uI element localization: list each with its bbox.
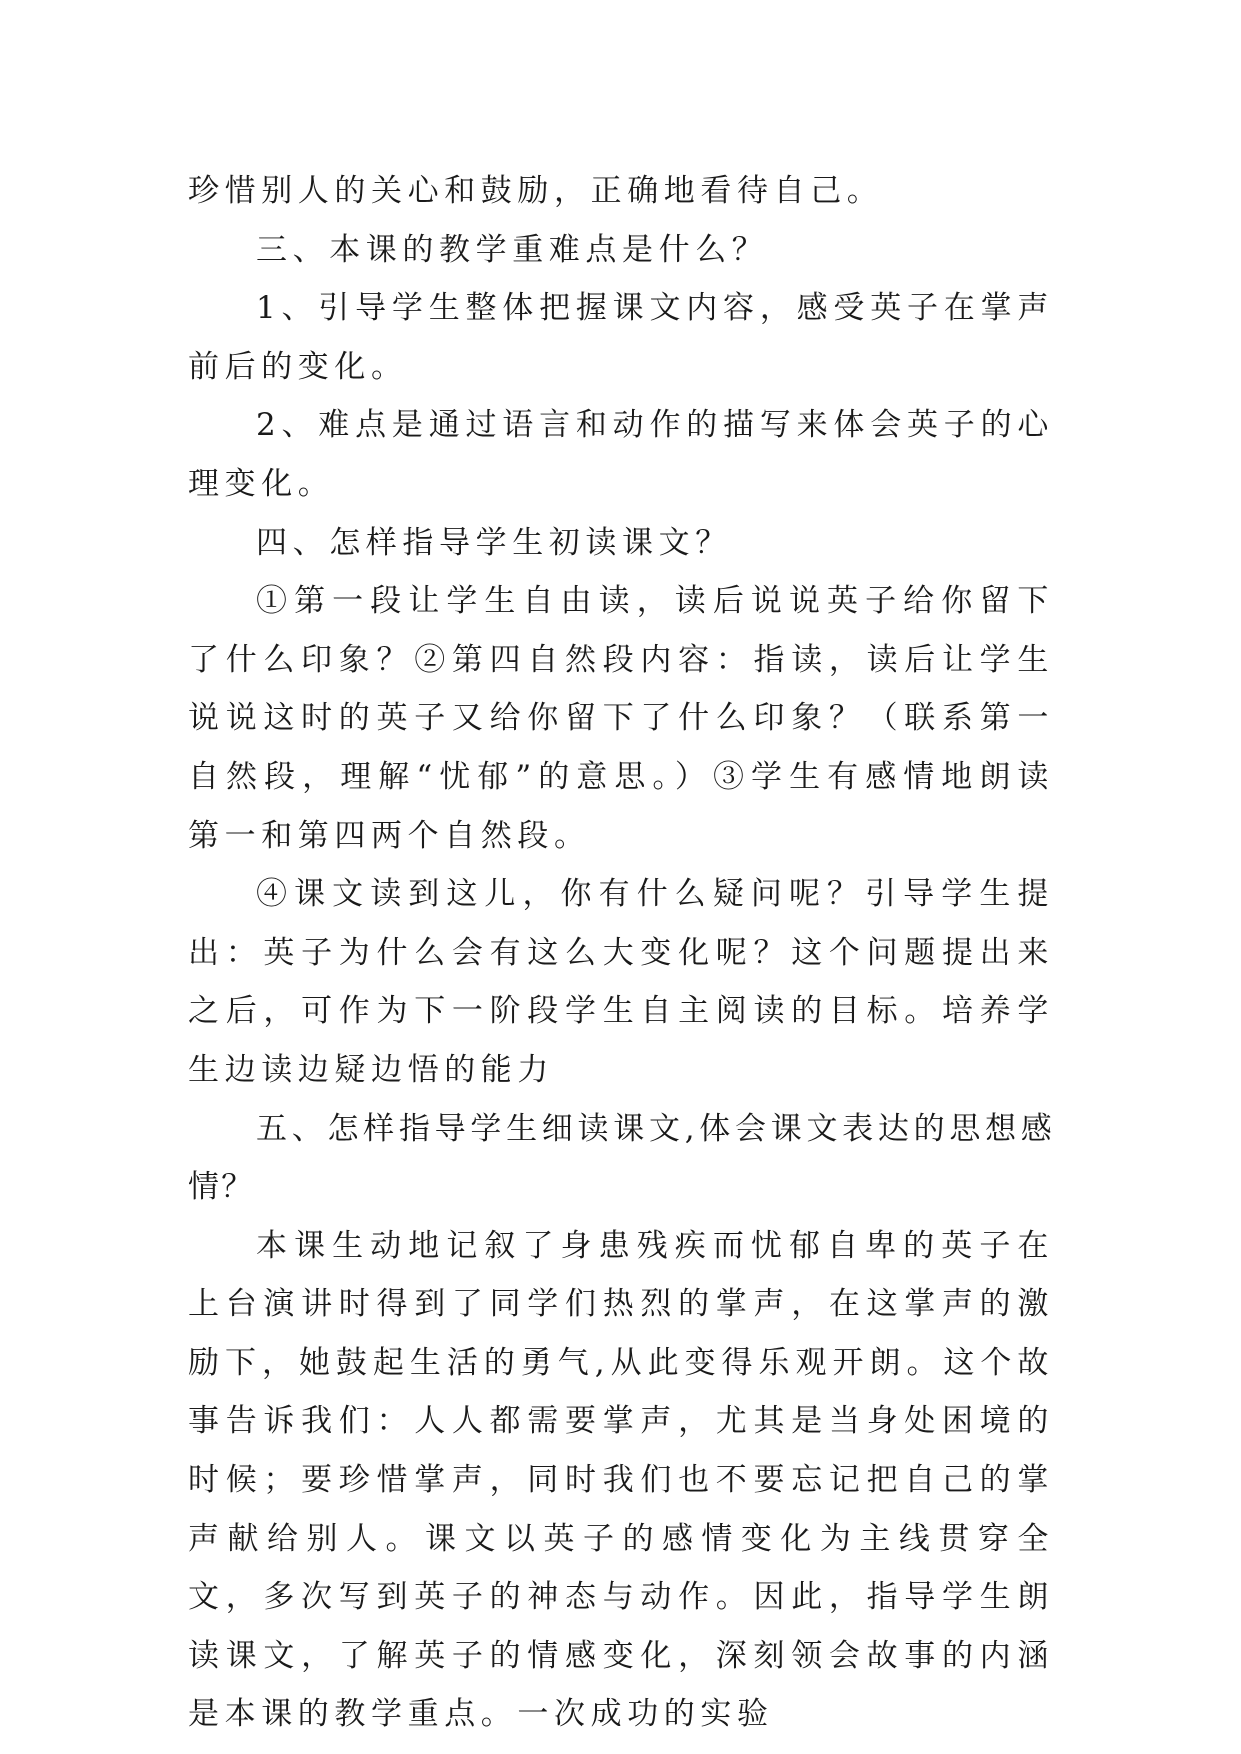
heading-close-reading: 五、怎样指导学生细读课文,体会课文表达的思想感情？ [188, 1110, 1054, 1206]
focus-item-2: 2、难点是通过语言和动作的描写来体会英子的心理变化。 [188, 407, 1054, 502]
heading-teaching-focus: 三、本课的教学重难点是什么？ [256, 231, 769, 268]
heading-first-reading: 四、怎样指导学生初读课文？ [256, 524, 732, 561]
first-reading-steps: ①第一段让学生自由读，读后说说英子给你留下了什么印象？②第四自然段内容：指读，读后让学生说说这时的英子又给你留下了什么印象？（联系第一自然段，理解“忧郁”的意思。）③学生有感情地朗读第一和第四两个自然段。 [188, 583, 1054, 854]
paragraph-continuation: 珍惜别人的关心和鼓励，正确地看待自己。 [188, 173, 884, 209]
focus-item-1: 1、引导学生整体把握课文内容，感受英子在掌声前后的变化。 [188, 290, 1054, 385]
first-reading-question: ④课文读到这儿，你有什么疑问呢？引导学生提出：英子为什么会有这么大变化呢？这个问题提出来之后，可作为下一阶段学生自主阅读的目标。培养学生边读边疑边悟的能力 [188, 876, 1054, 1088]
document-body [188, 162, 1054, 1744]
close-reading-body: 本课生动地记叙了身患残疾而忧郁自卑的英子在上台演讲时得到了同学们热烈的掌声，在这掌声的激励下，她鼓起生活的勇气,从此变得乐观开朗。这个故事告诉我们：人人都需要掌声，尤其是当身处困境的时候；要珍惜掌声，同时我们也不要忘记把自己的掌声献给别人。课文以英子的感情变化为主线贯穿全文，多次写到英子的神态与动作。因此，指导学生朗读课文，了解英子的情感变化，深刻领会故事的内涵是本课的教学重点。一次成功的实验 [188, 1227, 1054, 1733]
